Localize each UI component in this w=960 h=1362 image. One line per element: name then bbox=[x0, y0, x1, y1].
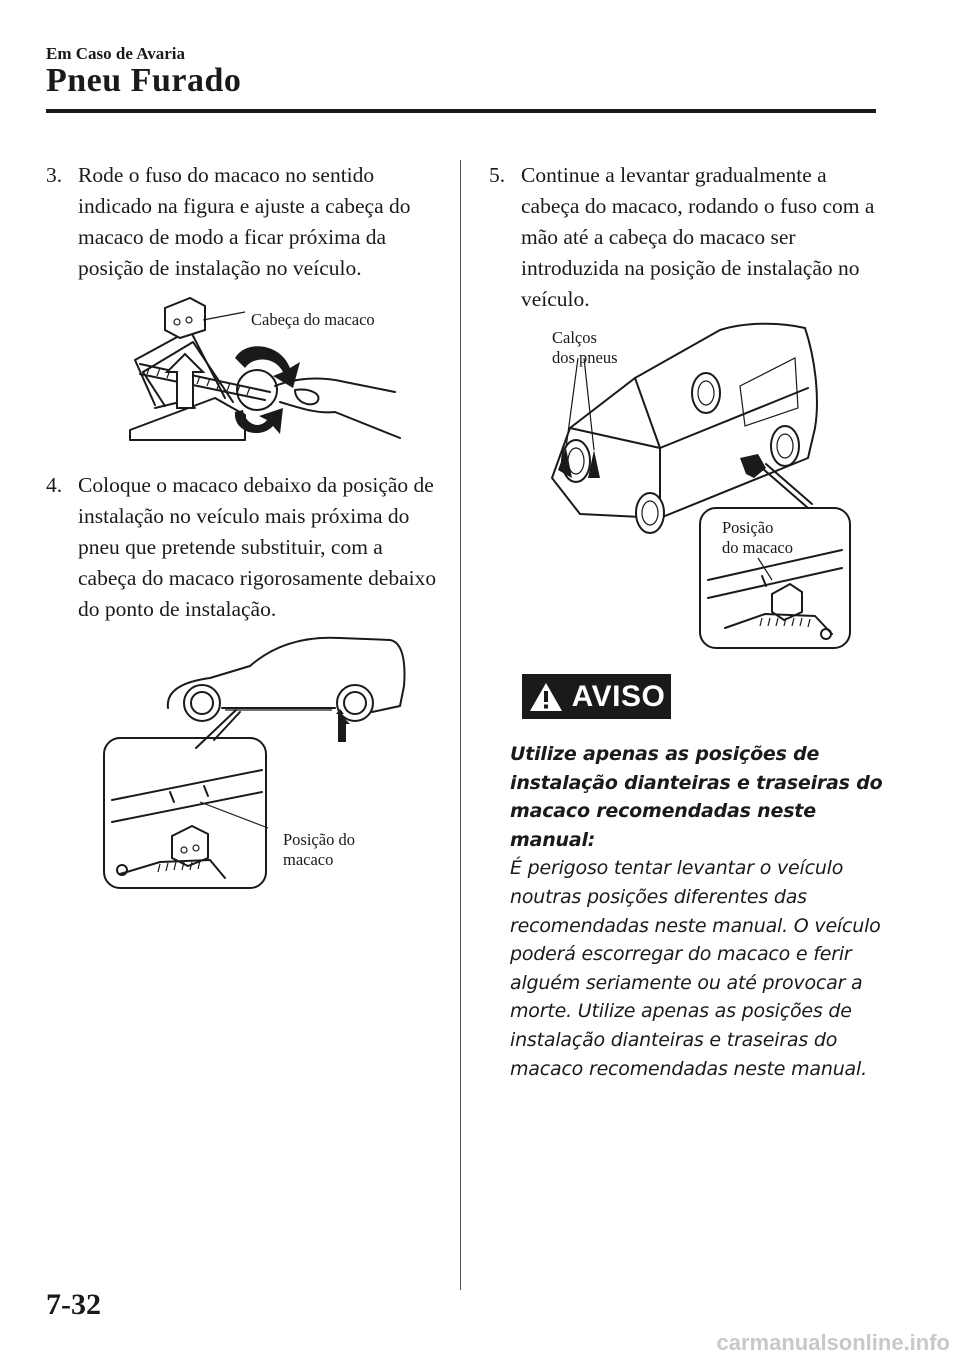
figure-car-chocks bbox=[540, 318, 860, 653]
step-text: Coloque o macaco debaixo da posição de instalação no veículo mais próxima do pneu que pretende substituir, com a cabeça do macaco rigorosamente debaixo do ponto de instalação. bbox=[78, 473, 437, 621]
column-divider bbox=[460, 160, 461, 1290]
step-text: Rode o fuso do macaco no sentido indicado na figura e ajuste a cabeça do macaco de modo a ficar próxima da posição de instalação no veículo. bbox=[78, 163, 411, 280]
warning-text: É perigoso tentar levantar o veículo noutras posições diferentes das recomendadas neste manual. O veículo poderá escorregar do macaco e ferir alguém seriamente ou até provocar a morte. Utilize apenas as posições de instalação dianteiras e traseiras do macaco recomendadas neste manual. bbox=[510, 857, 881, 1080]
warning-label: AVISO bbox=[571, 679, 666, 713]
step-number: 4. bbox=[46, 473, 63, 497]
page-number: 7-32 bbox=[46, 1288, 101, 1321]
step-number: 5. bbox=[489, 163, 506, 187]
page-title: Pneu Furado bbox=[46, 62, 242, 99]
label-line: Calços bbox=[552, 328, 597, 347]
step-3 bbox=[46, 160, 441, 284]
label-line: Posição bbox=[722, 518, 774, 537]
step-text: Continue a levantar gradualmente a cabeça do macaco, rodando o fuso com a mão até a cabeça do macaco ser introduzida na posição de instalação no veículo. bbox=[521, 163, 875, 311]
warning-body bbox=[510, 740, 885, 1083]
header-rule bbox=[46, 109, 876, 113]
label-wheel-chocks bbox=[552, 328, 618, 368]
label-line: do macaco bbox=[722, 538, 794, 557]
label-line: macaco bbox=[283, 850, 334, 869]
label-jack-head: Cabeça do macaco bbox=[251, 310, 375, 329]
label-line: Posição do bbox=[283, 830, 355, 849]
figure-jack-position bbox=[100, 630, 420, 895]
warning-bold-text: Utilize apenas as posições de instalação dianteiras e traseiras do macaco recomendadas neste manual: bbox=[510, 743, 883, 851]
label-jack-position bbox=[283, 830, 355, 870]
watermark: carmanualsonline.info bbox=[716, 1330, 950, 1355]
step-4 bbox=[46, 470, 441, 625]
label-jack-position-inset bbox=[722, 518, 793, 558]
step-number: 3. bbox=[46, 163, 63, 187]
step-5 bbox=[489, 160, 884, 315]
section-title: Em Caso de Avaria bbox=[46, 44, 185, 63]
warning-triangle-icon bbox=[528, 681, 564, 713]
warning-badge bbox=[522, 674, 671, 719]
label-line: dos pneus bbox=[552, 348, 618, 367]
